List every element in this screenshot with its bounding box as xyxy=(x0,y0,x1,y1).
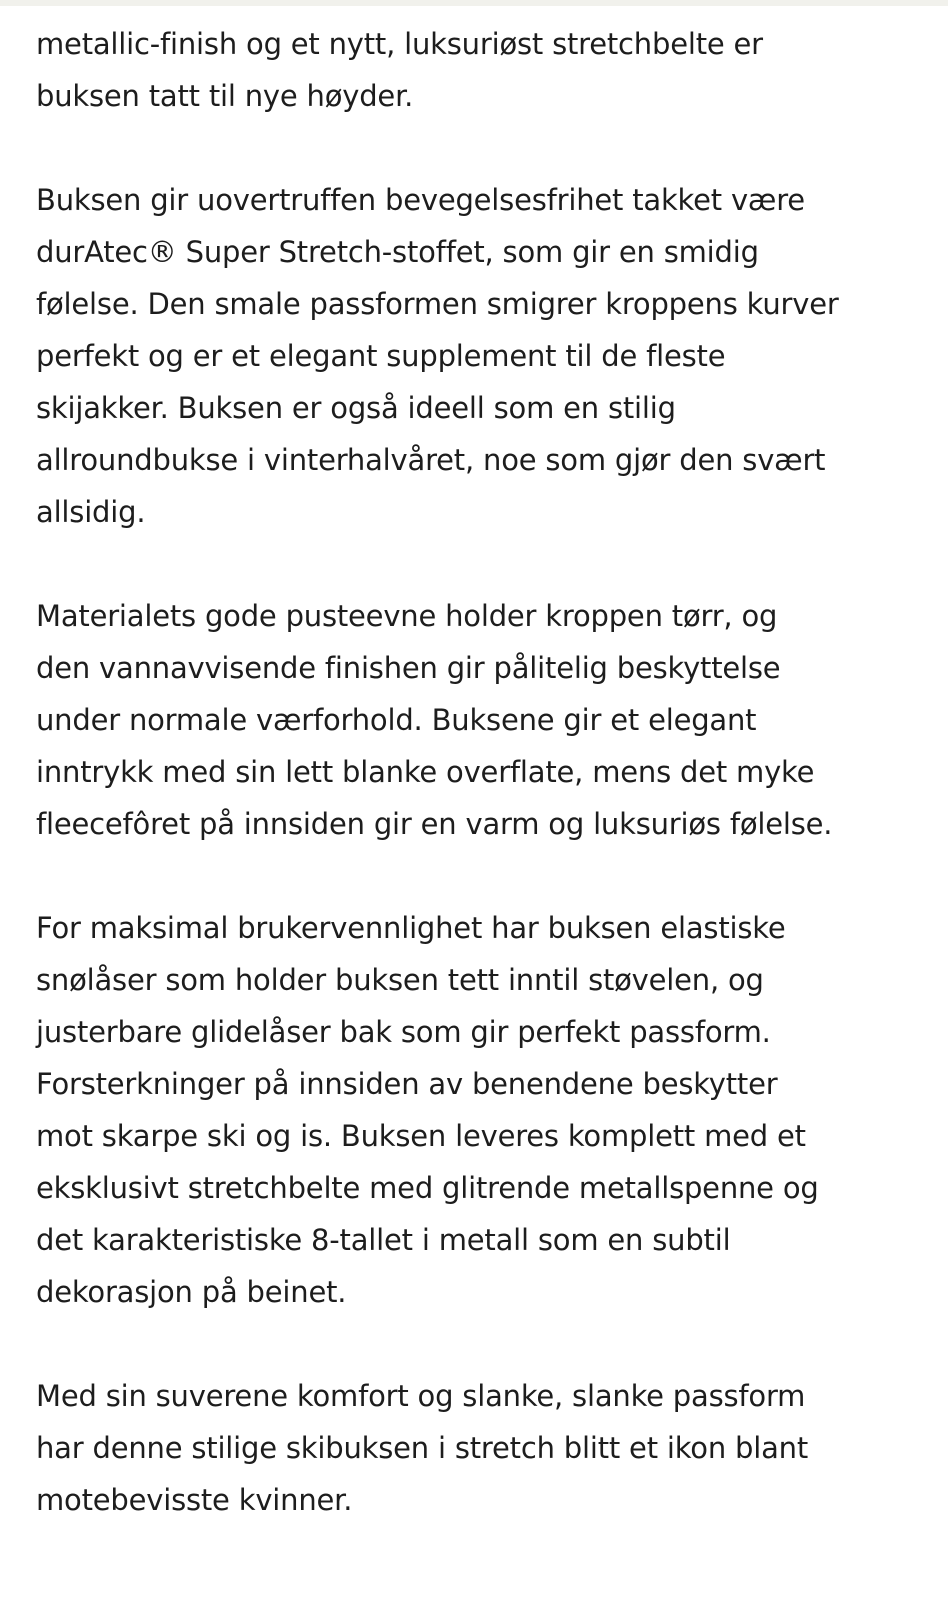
paragraph-features xyxy=(36,902,926,1318)
paragraph-closing xyxy=(36,1370,926,1526)
text-line: følelse. Den smale passformen smigrer kroppens kurver xyxy=(36,287,839,321)
text-line: under normale værforhold. Buksene gir et elegant xyxy=(36,703,757,737)
text-line: motebevisste kvinner. xyxy=(36,1483,353,1517)
text-line: buksen tatt til nye høyder. xyxy=(36,79,414,113)
paragraph-intro-tail xyxy=(36,18,926,122)
text-line: inntrykk med sin lett blanke overflate, mens det myke xyxy=(36,755,815,789)
text-line: det karakteristiske 8-tallet i metall som en subtil xyxy=(36,1223,731,1257)
text-line: Materialets gode pusteevne holder kroppen tørr, og xyxy=(36,599,778,633)
top-edge xyxy=(0,0,948,6)
text-line: har denne stilige skibuksen i stretch blitt et ikon blant xyxy=(36,1431,809,1465)
text-line: allsidig. xyxy=(36,495,146,529)
text-line: eksklusivt stretchbelte med glitrende metallspenne og xyxy=(36,1171,819,1205)
text-line: perfekt og er et elegant supplement til de fleste xyxy=(36,339,726,373)
paragraph-stretch xyxy=(36,174,926,538)
text-line: metallic-finish og et nytt, luksuriøst stretchbelte er xyxy=(36,27,763,61)
text-line: allroundbukse i vinterhalvåret, noe som gjør den svært xyxy=(36,443,826,477)
text-line: den vannavvisende finishen gir pålitelig beskyttelse xyxy=(36,651,781,685)
paragraph-material xyxy=(36,590,926,850)
text-line: skijakker. Buksen er også ideell som en stilig xyxy=(36,391,676,425)
text-line: dekorasjon på beinet. xyxy=(36,1275,347,1309)
text-line: Buksen gir uovertruffen bevegelsesfrihet takket være xyxy=(36,183,805,217)
text-line: fleecefôret på innsiden gir en varm og luksuriøs følelse. xyxy=(36,807,833,841)
text-line: Med sin suverene komfort og slanke, slanke passform xyxy=(36,1379,806,1413)
text-line: For maksimal brukervennlighet har buksen elastiske xyxy=(36,911,786,945)
product-description xyxy=(36,18,926,1578)
text-line: durAtec® Super Stretch-stoffet, som gir en smidig xyxy=(36,235,759,269)
text-line: mot skarpe ski og is. Buksen leveres komplett med et xyxy=(36,1119,806,1153)
text-line: Forsterkninger på innsiden av benendene beskytter xyxy=(36,1067,778,1101)
text-line: justerbare glidelåser bak som gir perfekt passform. xyxy=(36,1015,771,1049)
text-line: snølåser som holder buksen tett inntil støvelen, og xyxy=(36,963,764,997)
